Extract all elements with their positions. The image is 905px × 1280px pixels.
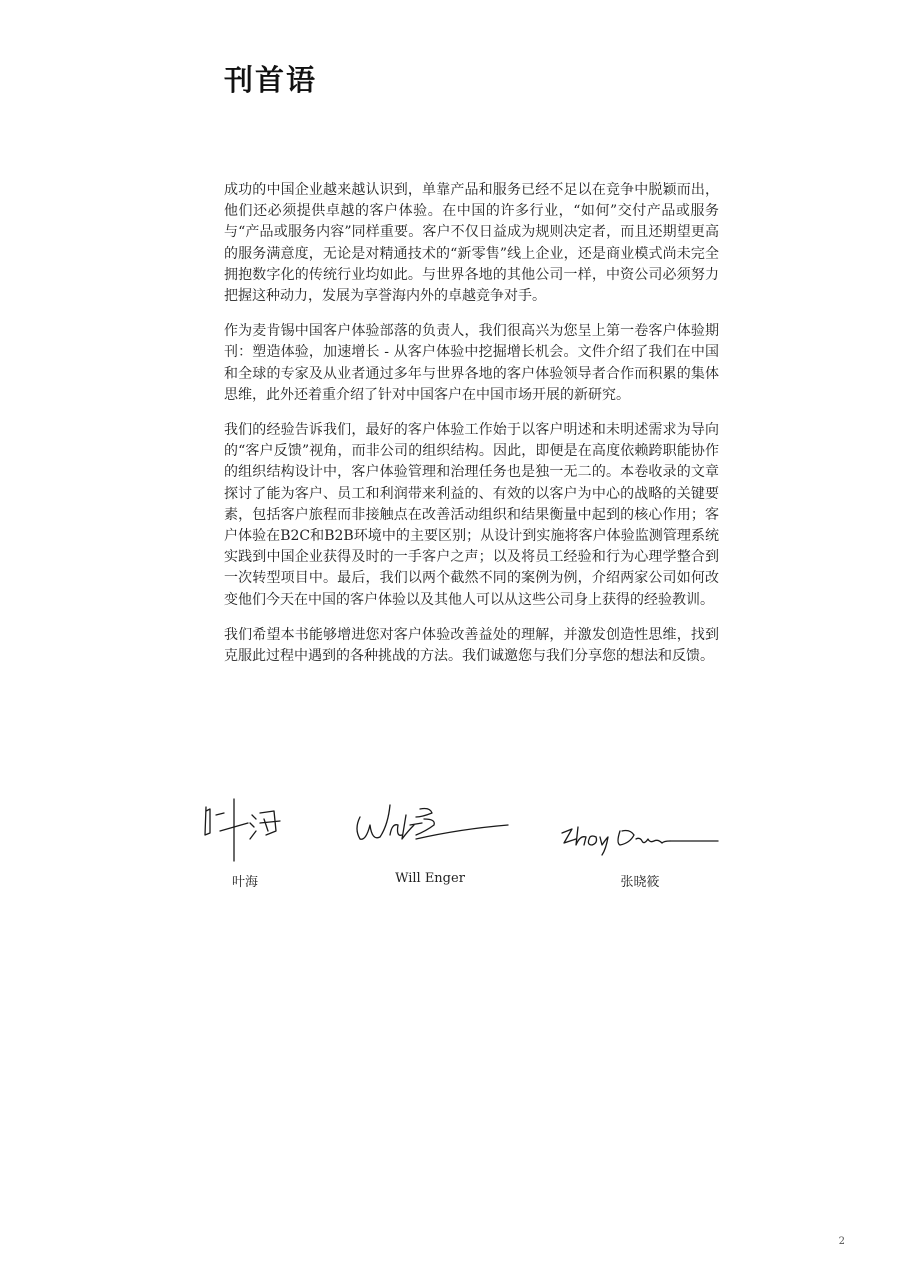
paragraph-1: 成功的中国企业越来越认识到，单靠产品和服务已经不足以在竞争中脱颖而出，他们还必须提供卓越的客户体验。在中国的许多行业，“如何”交付产品或服务与“产品或服务内容”同样重要。客户不仅日益成为规则决定者，而且还期望更高的服务满意度，无论是对精通技术的“新零售”线上企业，还是商业模式尚未完全拥抱数字化的传统行业均如此。与世界各地的其他公司一样，中资公司必须努力把握这种动力，发展为享誉海内外的卓越竞争对手。 <box>224 182 719 305</box>
paragraph-4: 我们希望本书能够增进您对客户体验改善益处的理解，并激发创造性思维，找到克服此过程中遇到的各种挑战的方法。我们诚邀您与我们分享您的想法和反馈。 <box>224 626 719 665</box>
signatory-name: 叶海 <box>231 875 258 890</box>
paragraph-3: 我们的经验告诉我们，最好的客户体验工作始于以客户明述和未明述需求为导向的“客户反馈”视角，而非公司的组织结构。因此，即便是在高度依赖跨职能协作的组织结构设计中，客户体验管理和治理任务也是独一无二的。本卷收录的文章探讨了能为客户、员工和利润带来利益的、有效的以客户为中心的战略的关键要素，包括客户旅程而非接触点在改善活动组织和结果衡量中起到的核心作用；客户体验在B2C和B2B环境中的主要区别；从设计到实施将客户体验监测管理系统实践到中国企业获得及时的一手客户之声；以及将员工经验和行为心理学整合到一次转型项目中。最后，我们以两个截然不同的案例为例，介绍两家公司如何改变他们今天在中国的客户体验以及其他人可以从这些公司身上获得的经验教训。 <box>224 422 719 608</box>
handwritten-signature-icon <box>350 795 510 870</box>
page-number: 2 <box>838 1236 845 1247</box>
signatory-name: 张晓筱 <box>620 875 660 890</box>
signature-zhang <box>550 795 730 895</box>
signature-will-enger <box>350 795 510 895</box>
page-title: 刊首语 <box>224 63 318 97</box>
signature-ye-hai <box>190 795 300 895</box>
signatory-name: Will Enger <box>395 871 465 886</box>
handwritten-signature-icon <box>190 795 300 870</box>
body-text <box>224 180 719 681</box>
signature-block <box>190 795 730 895</box>
handwritten-signature-icon <box>550 795 730 870</box>
paragraph-2: 作为麦肯锡中国客户体验部落的负责人，我们很高兴为您呈上第一卷客户体验期刊：塑造体验，加速增长 - 从客户体验中挖掘增长机会。文件介绍了我们在中国和全球的专家及从业者通过多年与世界各地的客户体验领导者合作而积累的集体思维，此外还着重介绍了针对中国客户在中国市场开展的新研究。 <box>224 323 719 403</box>
